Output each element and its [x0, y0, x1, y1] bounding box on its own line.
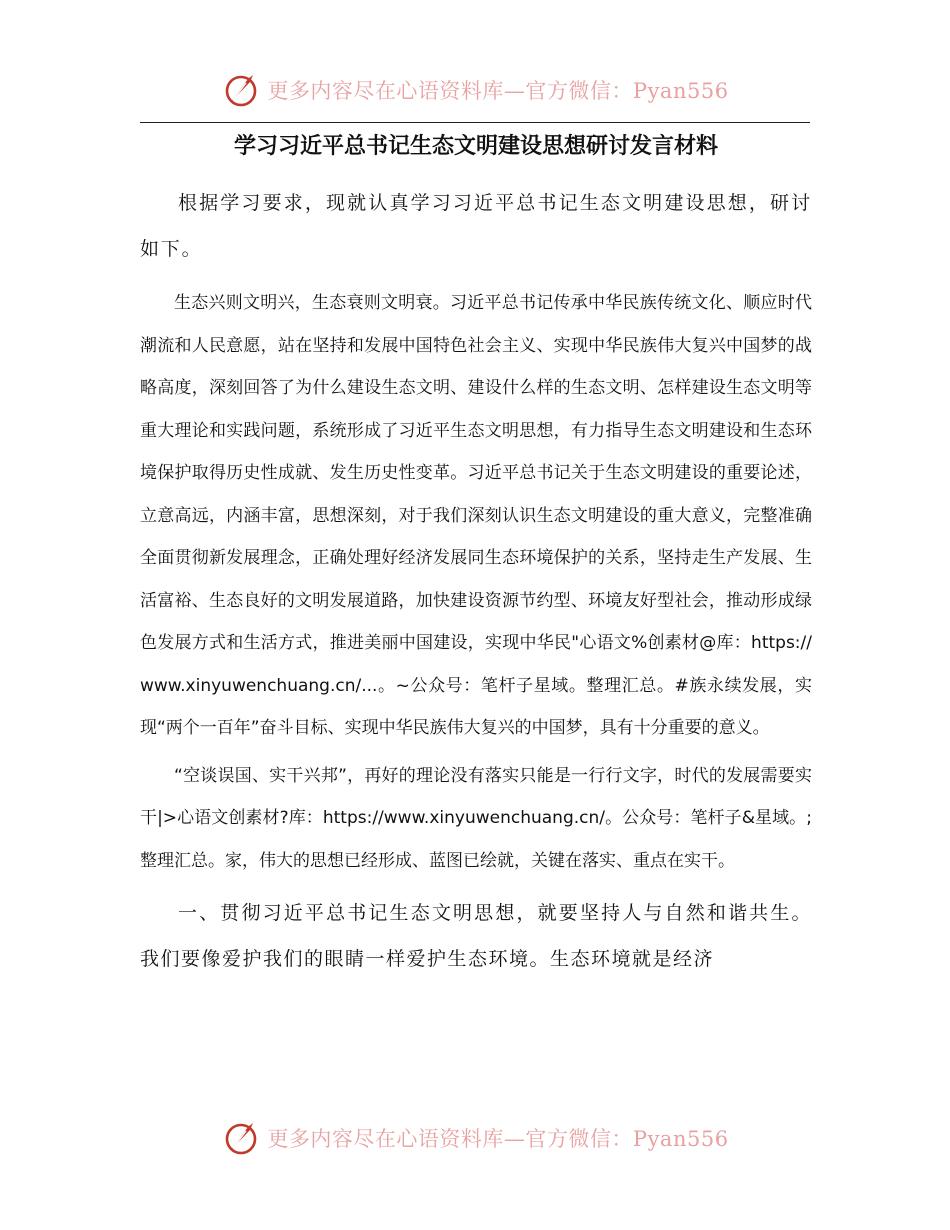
- intro-paragraph: 根据学习要求，现就认真学习习近平总书记生态文明建设思想，研讨如下。: [140, 192, 812, 260]
- document-title: 学习习近平总书记生态文明建设思想研讨发言材料: [233, 134, 718, 159]
- quill-pen-logo-icon: [221, 1118, 261, 1158]
- quill-pen-logo-icon: [221, 70, 261, 110]
- section-one-paragraph: 一、贯彻习近平总书记生态文明思想，就要坚持人与自然和谐共生。我们要像爱护我们的眼睛一样爱护生态环境。生态环境就是经济: [140, 902, 812, 970]
- header-banner-text: 更多内容尽在心语资料库—官方微信：Pyan556: [267, 79, 729, 103]
- body-paragraph-1: 生态兴则文明兴，生态衰则文明衰。习近平总书记传承中华民族传统文化、顺应时代潮流和人民意愿，站在坚持和发展中国特色社会主义、实现中华民族伟大复兴中国梦的战略高度，深刻回答了为什么建设生态文明、建设什么样的生态文明、怎样建设生态文明等重大理论和实践问题，系统形成了习近平生态文明思想，有力指导生态文明建设和生态环境保护取得历史性成就、发生历史性变革。习近平总书记关于生态文明建设的重要论述，立意高远，内涵丰富，思想深刻，对于我们深刻认识生态文明建设的重大意义，完整准确全面贯彻新发展理念，正确处理好经济发展同生态环境保护的关系，坚持走生产发展、生活富裕、生态良好的文明发展道路，加快建设资源节约型、环境友好型社会，推动形成绿色发展方式和生活方式，推进美丽中国建设，实现中华民"心语文%创素材@库：https://www.xinyuwenchuang.cn/...。~公众号：笔杆子星域。整理汇总。#族永续发展，实现“两个一百年”奋斗目标、实现中华民族伟大复兴的中国梦，具有十分重要的意义。: [140, 293, 812, 738]
- footer-banner-text: 更多内容尽在心语资料库—官方微信：Pyan556: [267, 1127, 729, 1151]
- body-paragraph-2: “空谈误国、实干兴邦”，再好的理论没有落实只能是一行行文字，时代的发展需要实干|>心语文创素材?库：https://www.xinyuwenchuang.cn/。公众号：笔杆子&星域。;整理汇总。家，伟大的思想已经形成、蓝图已绘就，关键在落实、重点在实干。: [140, 765, 812, 871]
- header-banner: [0, 60, 950, 120]
- document-body: [140, 122, 812, 982]
- footer-banner: [0, 1108, 950, 1168]
